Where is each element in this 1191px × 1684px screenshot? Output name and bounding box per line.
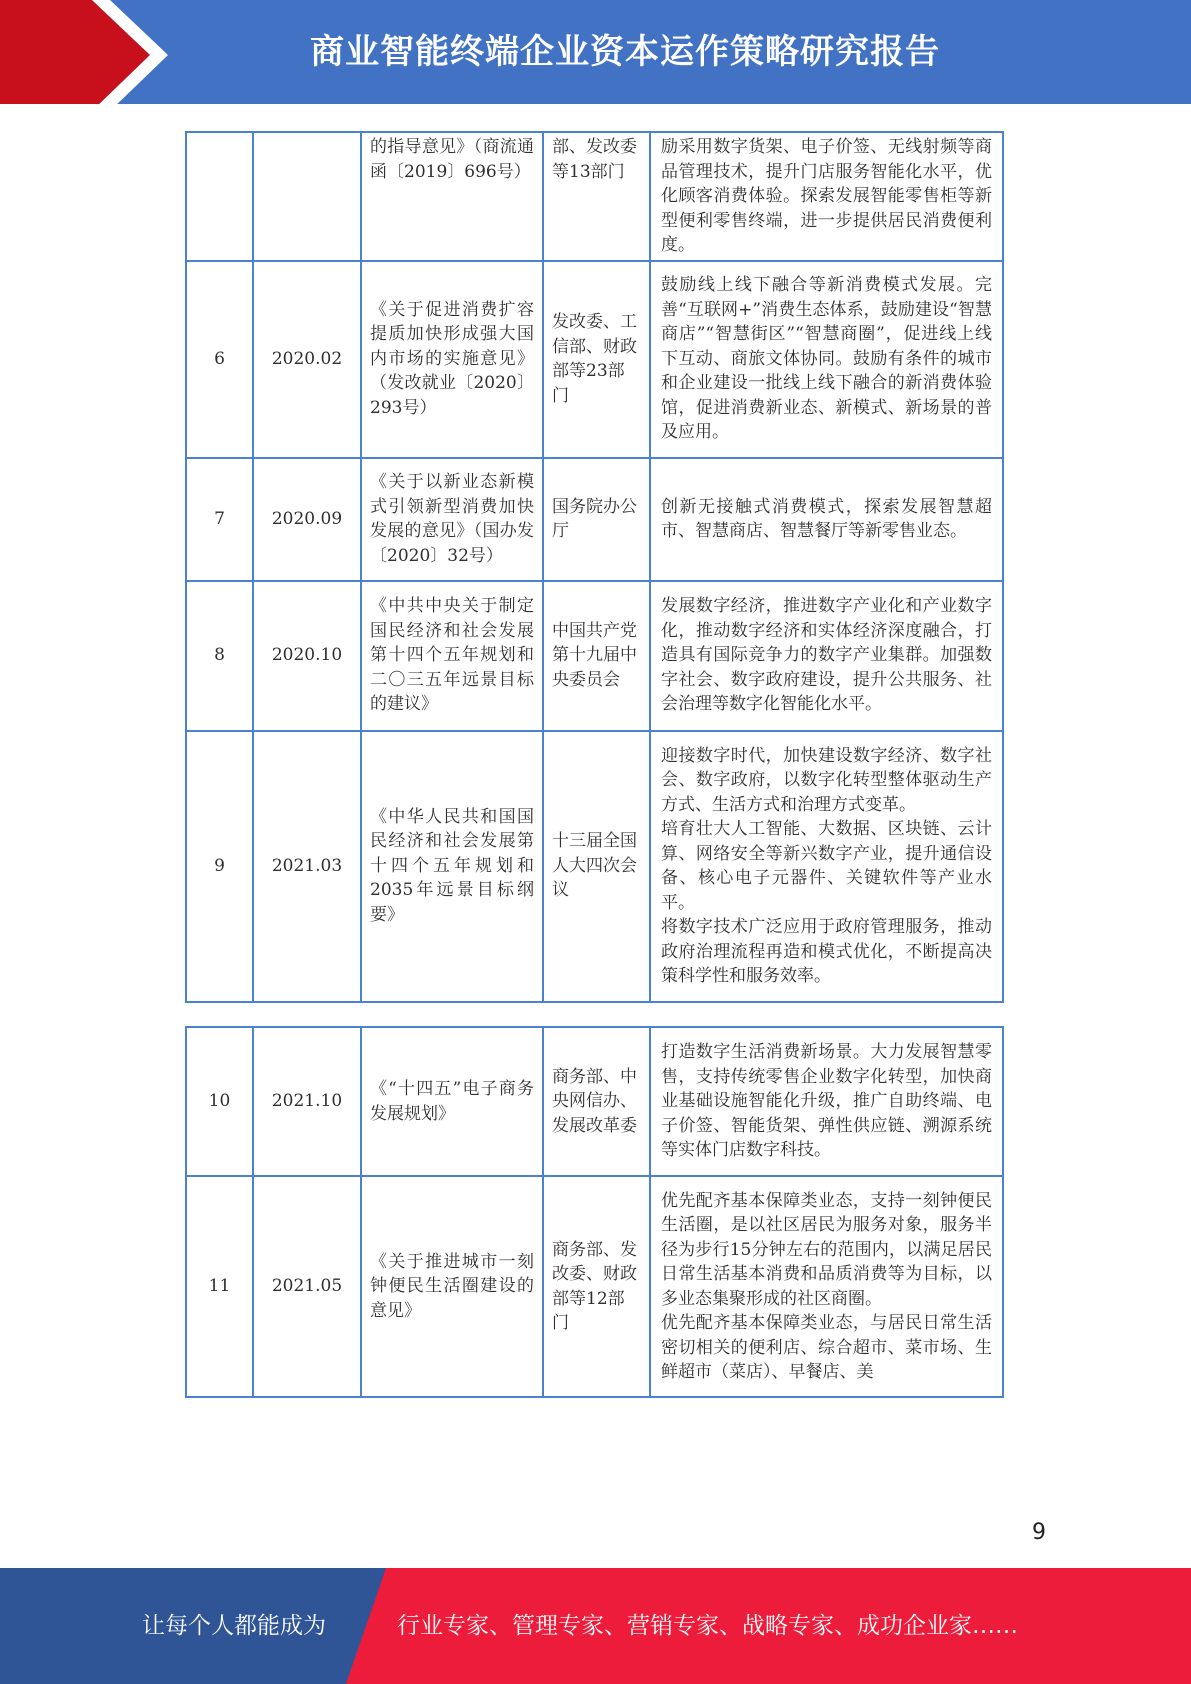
row-date: 2021.10 — [253, 1027, 361, 1176]
row-content — [650, 132, 1003, 261]
row-number: 9 — [186, 731, 253, 1002]
row-date: 2020.10 — [253, 581, 361, 731]
row-number: 8 — [186, 581, 253, 731]
content-paragraph: 优先配齐基本保障类业态，支持一刻钟便民生活圈，是以社区居民为服务对象，服务半径为步行15分钟左右的范围内，以满足居民日常生活基本消费和品质消费等为目标，以多业态集聚形成的社区商圈。 — [661, 1190, 992, 1309]
policy-table-part2 — [185, 1026, 1004, 1398]
row-content — [650, 1027, 1003, 1176]
row-issuer: 部、发改委等13部门 — [543, 132, 650, 261]
row-issuer: 十三届全国人大四次会议 — [543, 731, 650, 1002]
row-document: 的指导意见》（商流通函〔2019〕696号） — [361, 132, 543, 261]
row-number: 10 — [186, 1027, 253, 1176]
row-content — [650, 731, 1003, 1002]
content-paragraph: 发展数字经济，推进数字产业化和产业数字化，推动数字经济和实体经济深度融合，打造具有国际竞争力的数字产业集群。加强数字社会、数字政府建设，提升公共服务、社会治理等数字化智能化水平。 — [661, 596, 992, 715]
table-row — [186, 581, 1003, 731]
row-document: 《“十四五”电子商务发展规划》 — [361, 1027, 543, 1176]
row-date — [253, 132, 361, 261]
policy-table-part1 — [185, 131, 1004, 1003]
content-paragraph: 创新无接触式消费模式，探索发展智慧超市、智慧商店、智慧餐厅等新零售业态。 — [661, 496, 992, 541]
row-issuer: 发改委、工信部、财政部等23部门 — [543, 261, 650, 458]
row-issuer: 商务部、中央网信办、发展改革委 — [543, 1027, 650, 1176]
row-number: 6 — [186, 261, 253, 458]
content-paragraph: 打造数字生活消费新场景。大力发展智慧零售，支持传统零售企业数字化转型，加快商业基础设施智能化升级，推广自助终端、电子价签、智能货架、弹性供应链、溯源系统等实体门店数字科技。 — [661, 1042, 992, 1161]
row-issuer: 商务部、发改委、财政部等12部门 — [543, 1176, 650, 1397]
row-date: 2020.09 — [253, 458, 361, 581]
row-date: 2020.02 — [253, 261, 361, 458]
footer-slogan-right: 行业专家、管理专家、营销专家、战略专家、成功企业家…… — [397, 1613, 1018, 1639]
row-date: 2021.03 — [253, 731, 361, 1002]
row-content — [650, 581, 1003, 731]
row-issuer: 国务院办公厅 — [543, 458, 650, 581]
table-row — [186, 731, 1003, 1002]
row-number — [186, 132, 253, 261]
row-issuer: 中国共产党第十九届中央委员会 — [543, 581, 650, 731]
row-document: 《中共中央关于制定国民经济和社会发展第十四个五年规划和二〇三五年远景目标的建议》 — [361, 581, 543, 731]
row-content — [650, 1176, 1003, 1397]
content-paragraph: 迎接数字时代，加快建设数字经济、数字社会、数字政府，以数字化转型整体驱动生产方式、生活方式和治理方式变革。 — [661, 745, 992, 815]
page-number: 9 — [1032, 1520, 1046, 1545]
content-paragraph: 培育壮大人工智能、大数据、区块链、云计算、网络安全等新兴数字产业，提升通信设备、核心电子元器件、关键软件等产业水平。 — [661, 819, 992, 913]
table-row — [186, 132, 1003, 261]
row-document: 《关于促进消费扩容提质加快形成强大国内市场的实施意见》（发改就业〔2020〕293号） — [361, 261, 543, 458]
row-document: 《关于推进城市一刻钟便民生活圈建设的意见》 — [361, 1176, 543, 1397]
content-paragraph: 鼓励线上线下融合等新消费模式发展。完善“互联网+”消费生态体系，鼓励建设“智慧商店”“智慧街区”“智慧商圈”，促进线上线下互动、商旅文体协同。鼓励有条件的城市和企业建设一批线上线下融合的新消费体验馆，促进消费新业态、新模式、新场景的普及应用。 — [661, 275, 992, 443]
row-number: 7 — [186, 458, 253, 581]
content-paragraph: 将数字技术广泛应用于政府管理服务，推动政府治理流程再造和模式优化，不断提高决策科学性和服务效率。 — [661, 917, 992, 986]
table-row — [186, 458, 1003, 581]
page-footer — [0, 1568, 1191, 1684]
report-title: 商业智能终端企业资本运作策略研究报告 — [310, 32, 940, 72]
row-content — [650, 261, 1003, 458]
content-paragraph: 励采用数字货架、电子价签、无线射频等商品管理技术，提升门店服务智能化水平，优化顾客消费体验。探索发展智能零售柜等新型便利零售终端，进一步提供居民消费便利度。 — [661, 137, 992, 255]
footer-slogan-left: 让每个人都能成为 — [142, 1613, 326, 1639]
table-row — [186, 261, 1003, 458]
table-row — [186, 1176, 1003, 1397]
row-date: 2021.05 — [253, 1176, 361, 1397]
content-paragraph: 优先配齐基本保障类业态，与居民日常生活密切相关的便利店、综合超市、菜市场、生鲜超市（菜店）、早餐店、美 — [661, 1313, 992, 1382]
page-header — [0, 0, 1191, 111]
row-content — [650, 458, 1003, 581]
row-document: 《关于以新业态新模式引领新型消费加快发展的意见》（国办发〔2020〕32号） — [361, 458, 543, 581]
table-row — [186, 1027, 1003, 1176]
row-document: 《中华人民共和国国民经济和社会发展第十四个五年规划和2035年远景目标纲要》 — [361, 731, 543, 1002]
row-number: 11 — [186, 1176, 253, 1397]
